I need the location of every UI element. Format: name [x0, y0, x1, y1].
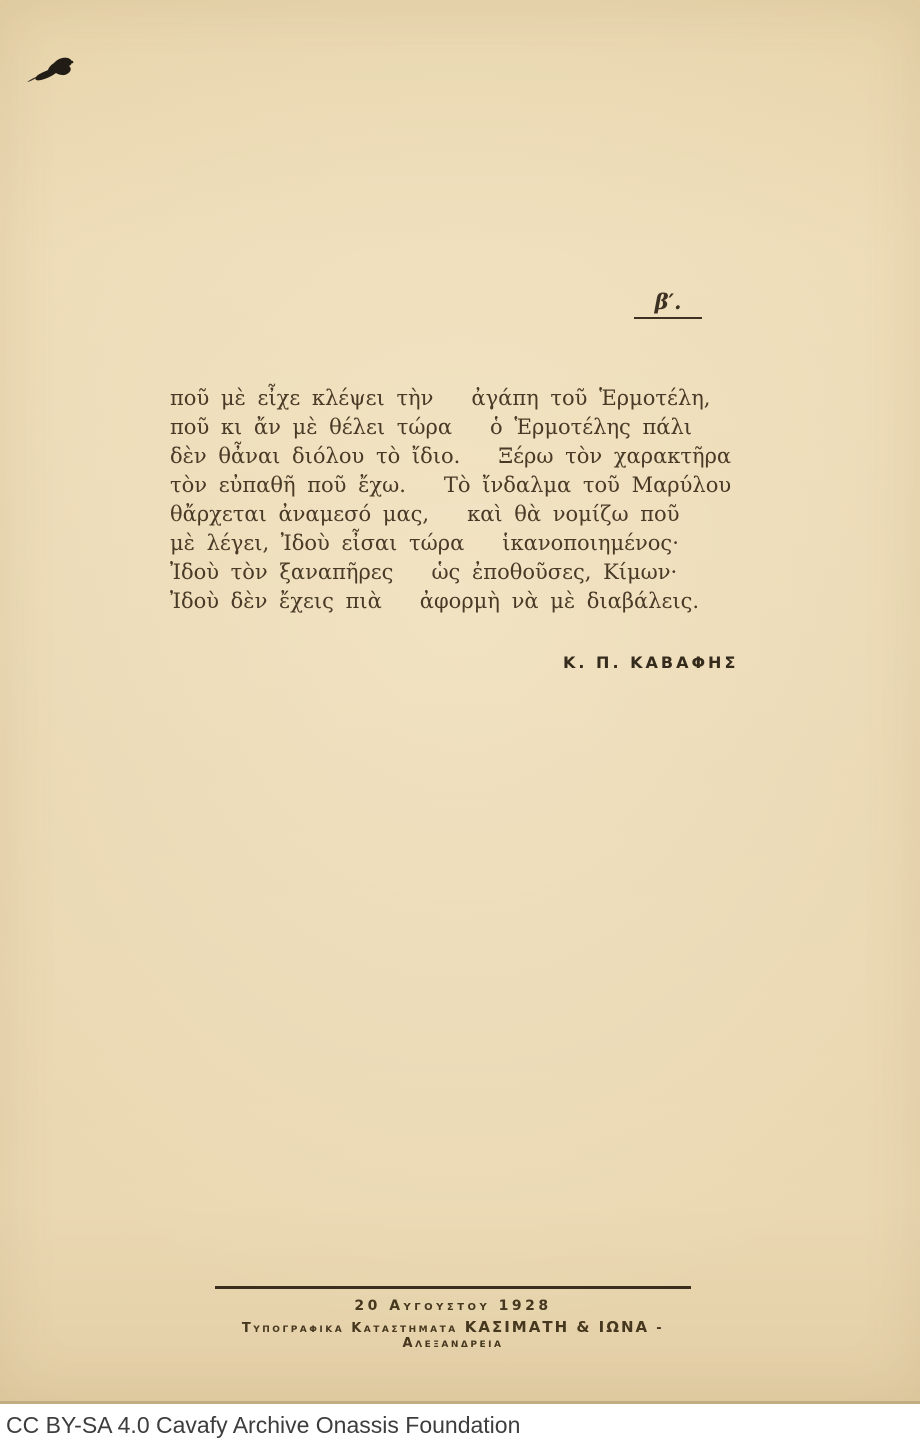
author-signature: Κ. Π. ΚΑΒΑΦΗΣ [563, 653, 739, 672]
poem-halfline-right: Τὸ ἴνδαλμα τοῦ Μαρύλου [443, 473, 732, 497]
license-caption: CC BY-SA 4.0 Cavafy Archive Onassis Foundation [6, 1412, 521, 1438]
colophon-divider [215, 1286, 691, 1289]
poem-halfline-right: ἀγάπη τοῦ Ἑρμοτέλη, [471, 386, 711, 410]
poem-halfline-left: Ἰδοὺ δὲν ἔχεις πιὰ [170, 589, 382, 613]
poem-halfline-right: ἀφορμὴ νὰ μὲ διαβάλεις. [419, 589, 700, 613]
poem-halfline-right: Ξέρω τὸν χαρακτῆρα [498, 444, 732, 468]
poem-halfline-left: θἄρχεται ἀναμεσό μας, [170, 502, 430, 526]
ink-blot [26, 50, 86, 94]
poem-line [170, 529, 731, 558]
printer-imprint [215, 1318, 691, 1351]
poem-halfline-left: ποῦ μὲ εἶχε κλέψει τὴν [170, 386, 434, 410]
printer-prefix: Τυπογραφικα Καταστηματα [241, 1321, 458, 1336]
printer-name: ΚΑΣΙΜΑΤΗ & ΙΩΝΑ [464, 1318, 650, 1336]
poem-halfline-right: ὁ Ἑρμοτέλης πάλι [490, 415, 693, 439]
poem-line [170, 587, 731, 616]
poem-text [170, 384, 731, 616]
poem-halfline-right: καὶ θὰ νομίζω ποῦ [467, 502, 680, 526]
poem-halfline-left: μὲ λέγει, Ἰδοὺ εἶσαι τώρα [170, 531, 465, 555]
poem-halfline-left: Ἰδοὺ τὸν ξαναπῆρες [170, 560, 394, 584]
section-mark: β′. [634, 289, 702, 319]
poem-line [170, 558, 731, 587]
poem-halfline-right: ἱκανοποιημένος· [502, 531, 679, 555]
printer-suffix: - Αλεξανδρεια [402, 1321, 665, 1351]
poem-line [170, 442, 731, 471]
poem-halfline-right: ὡς ἐποθοῦσες, Κίμων· [431, 560, 678, 584]
poem-line [170, 384, 731, 413]
print-date: 20 Αυγουστου 1928 [354, 1298, 552, 1314]
colophon [215, 1286, 691, 1351]
poem-halfline-left: δὲν θἆναι διόλου τὸ ἴδιο. [170, 444, 461, 468]
poem-halfline-left: τὸν εὐπαθῆ ποῦ ἔχω. [170, 473, 406, 497]
poem-line [170, 413, 731, 442]
poem-line [170, 471, 731, 500]
poem-halfline-left: ποῦ κι ἄν μὲ θέλει τώρα [170, 415, 453, 439]
poem-line [170, 500, 731, 529]
